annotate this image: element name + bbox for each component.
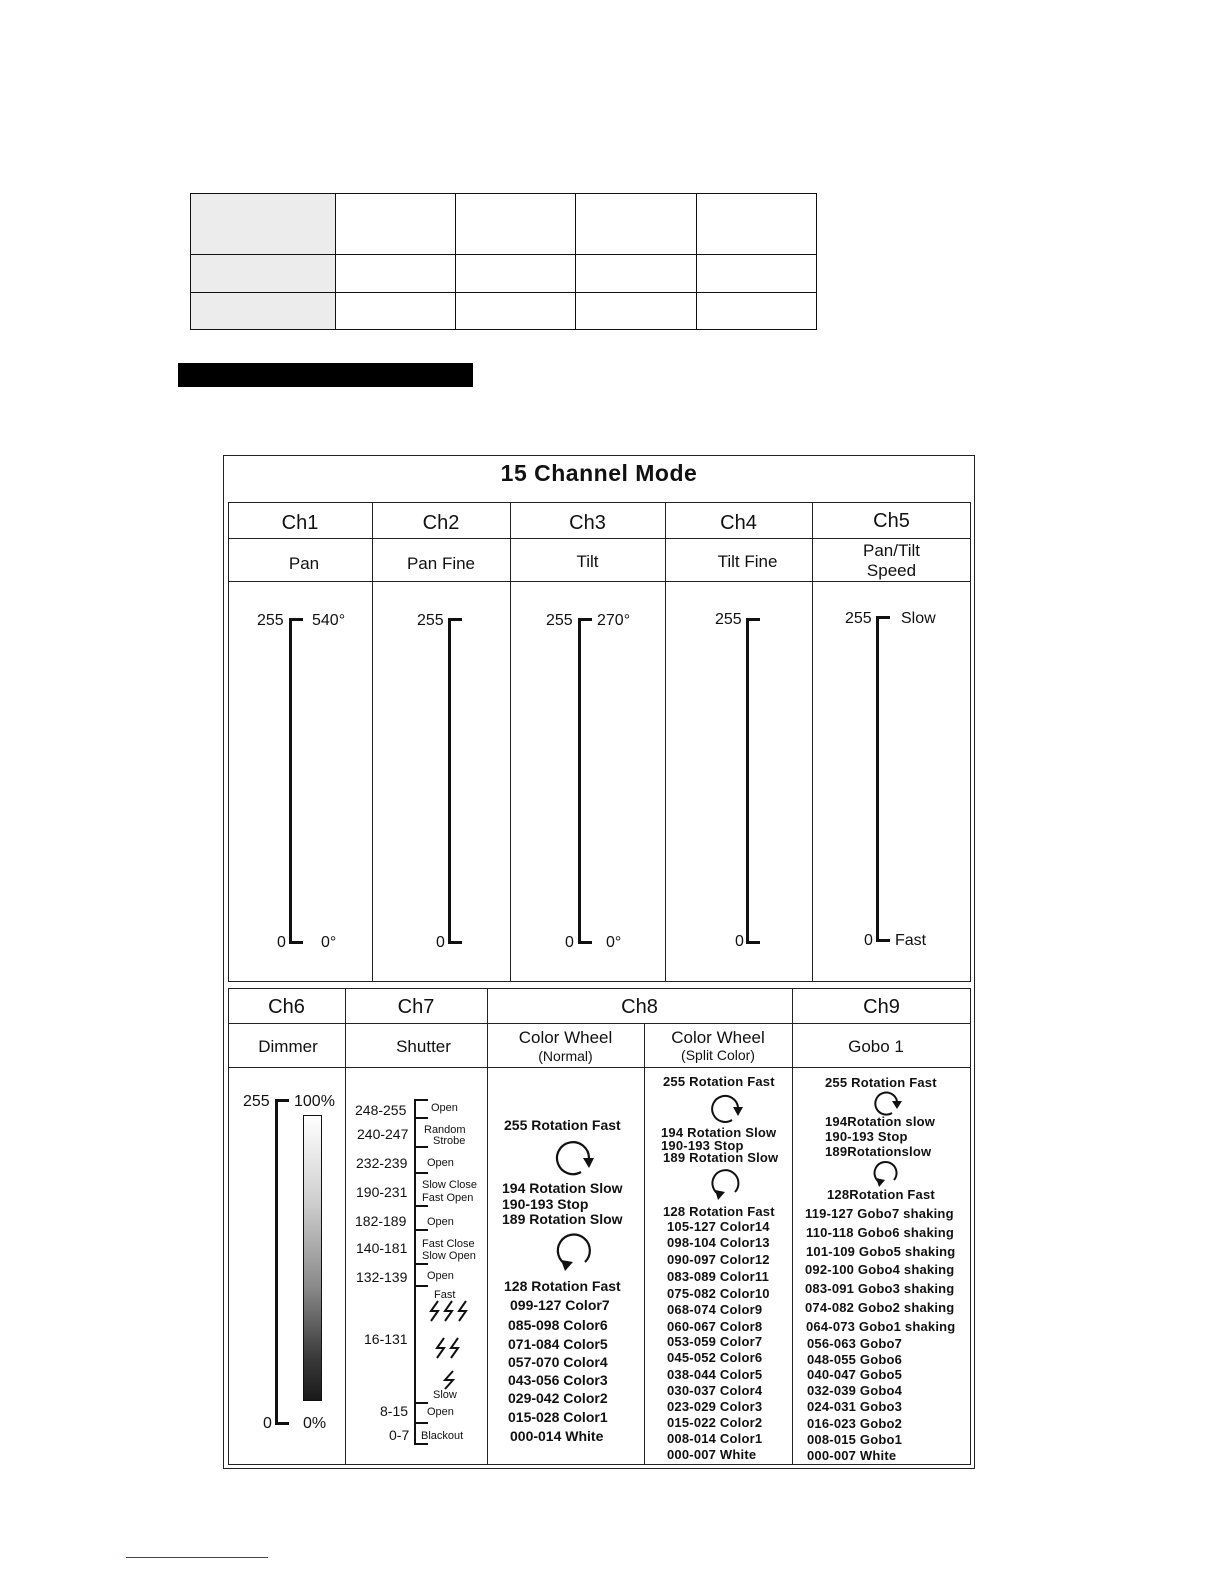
- ch6-function: Dimmer: [258, 1037, 318, 1056]
- divider: [345, 988, 346, 1465]
- table-cell: [191, 255, 336, 293]
- ch1-bottom-value: 0: [277, 934, 286, 951]
- ch7-label: Fast Open: [422, 1192, 474, 1204]
- scale-tick: [876, 939, 890, 942]
- ch9-gobo: 119-127 Gobo7 shaking: [805, 1206, 954, 1221]
- scale-tick: [414, 1146, 428, 1148]
- ch9-gobo: 074-082 Gobo2 shaking: [805, 1300, 955, 1315]
- table-cell: [697, 194, 817, 255]
- ch8-header: Ch8: [621, 996, 658, 1018]
- ch8-normal-rot-fast-128: 128 Rotation Fast: [504, 1278, 621, 1294]
- ch7-label: Open: [427, 1406, 454, 1418]
- ch9-rot-fast-128: 128Rotation Fast: [827, 1187, 935, 1202]
- table-cell: [456, 194, 576, 255]
- table-cell: [576, 255, 697, 293]
- ch2-scale-bar: [448, 618, 451, 944]
- table-cell: [191, 194, 336, 255]
- ch8-split-color: 038-044 Color5: [667, 1367, 763, 1382]
- table-cell: [576, 194, 697, 255]
- ch7-label: Slow Open: [422, 1250, 476, 1262]
- ch6-bottom-percent: 0%: [303, 1415, 327, 1432]
- ch7-label: Slow Close: [422, 1179, 478, 1191]
- scale-tick: [448, 941, 462, 944]
- ch9-gobo: 048-055 Gobo6: [807, 1352, 903, 1367]
- ch7-label: Slow: [433, 1389, 457, 1401]
- divider: [228, 538, 971, 539]
- ch6-bottom-value: 0: [263, 1415, 272, 1432]
- ch7-range: 132-139: [356, 1269, 408, 1285]
- ch8-split-color: 090-097 Color12: [667, 1252, 770, 1267]
- divider: [665, 502, 666, 982]
- ch8-split-color: 008-014 Color1: [667, 1431, 763, 1446]
- ch7-label: Fast: [434, 1289, 456, 1301]
- ch7-scale-bar: [414, 1099, 416, 1444]
- ch1-header: Ch1: [281, 512, 319, 534]
- table-cell: [697, 255, 817, 293]
- ch8-normal-function: [487, 1028, 644, 1065]
- ch8-split-color: 053-059 Color7: [667, 1334, 763, 1349]
- scale-tick: [414, 1402, 428, 1404]
- ch9-gobo: 056-063 Gobo7: [807, 1336, 903, 1351]
- ch7-label: Open: [427, 1216, 454, 1228]
- scale-tick: [876, 616, 890, 619]
- ch3-bottom-value: 0: [565, 934, 574, 951]
- ch5-bottom-label: Fast: [895, 932, 927, 949]
- divider: [510, 502, 511, 982]
- ch2-bottom-value: 0: [436, 934, 445, 951]
- scale-tick: [414, 1099, 428, 1101]
- ch8-split-color: 023-029 Color3: [667, 1399, 763, 1414]
- ch8-normal-color: 000-014 White: [510, 1428, 604, 1444]
- ch7-label: Blackout: [421, 1430, 464, 1442]
- ch8-normal-stop: 190-193 Stop: [502, 1196, 589, 1212]
- scale-tick: [275, 1099, 289, 1102]
- rotation-arrow-icon: [870, 1088, 904, 1116]
- scale-tick: [414, 1205, 428, 1207]
- rotation-arrow-icon: [708, 1167, 744, 1201]
- divider: [644, 1023, 645, 1465]
- ch9-gobo: 092-100 Gobo4 shaking: [805, 1262, 955, 1277]
- ch1-scale-bar: [289, 618, 292, 944]
- strobe-slow-icon: [441, 1370, 457, 1390]
- ch2-function: Pan Fine: [406, 554, 476, 573]
- table-cell: [336, 194, 456, 255]
- ch5-function-line2: Speed: [866, 561, 917, 580]
- scale-tick: [578, 941, 592, 944]
- ch9-rot-fast-255: 255 Rotation Fast: [825, 1075, 937, 1090]
- scale-tick: [414, 1422, 428, 1424]
- ch3-scale-bar: [578, 618, 581, 944]
- ch5-function: [812, 541, 971, 581]
- ch8-normal-fn-line1: Color Wheel: [518, 1028, 613, 1047]
- scale-tick: [414, 1172, 428, 1174]
- ch8-split-stop: 190-193 Stop: [661, 1138, 744, 1153]
- scale-tick: [289, 618, 303, 621]
- scale-tick: [578, 618, 592, 621]
- ch9-rot-slow2: 189Rotationslow: [825, 1144, 932, 1159]
- ch7-range: 0-7: [389, 1427, 410, 1443]
- ch8-split-color: 045-052 Color6: [667, 1350, 763, 1365]
- table-cell: [191, 293, 336, 330]
- ch5-top-label: Slow: [901, 610, 936, 627]
- ch8-split-color: 000-007 White: [667, 1447, 757, 1462]
- scale-tick: [448, 618, 462, 621]
- ch7-label: Open: [431, 1102, 458, 1114]
- scale-tick: [746, 618, 760, 621]
- ch8-split-rot-slow2: 189 Rotation Slow: [663, 1150, 779, 1165]
- ch8-normal-color: 029-042 Color2: [508, 1390, 608, 1406]
- table-cell: [697, 293, 817, 330]
- scale-tick: [414, 1263, 428, 1265]
- ch8-split-rot-fast-255: 255 Rotation Fast: [663, 1074, 775, 1089]
- ch8-split-rot-slow: 194 Rotation Slow: [661, 1125, 777, 1140]
- ch7-range: 16-131: [364, 1331, 408, 1347]
- table-cell: [336, 255, 456, 293]
- ch3-function: Tilt: [576, 552, 599, 571]
- scale-tick: [414, 1285, 428, 1287]
- ch9-gobo: 024-031 Gobo3: [807, 1399, 903, 1414]
- ch4-top-value: 255: [715, 611, 742, 628]
- ch8-normal-color: 057-070 Color4: [508, 1354, 608, 1370]
- ch9-gobo: 008-015 Gobo1: [807, 1432, 903, 1447]
- ch7-label: Fast Close: [422, 1238, 475, 1250]
- ch5-bottom-value: 0: [864, 932, 873, 949]
- ch3-top-value: 255: [546, 612, 573, 629]
- strobe-fast-icon: [428, 1300, 474, 1322]
- scale-tick: [414, 1117, 428, 1119]
- ch7-range: 8-15: [380, 1403, 409, 1419]
- ch8-split-color: 015-022 Color2: [667, 1415, 763, 1430]
- ch5-scale-bar: [876, 616, 879, 942]
- ch7-label: Open: [427, 1270, 454, 1282]
- ch7-range: 248-255: [355, 1102, 407, 1118]
- redacted-heading-bar: [178, 363, 473, 387]
- ch8-split-rot-fast-128: 128 Rotation Fast: [663, 1204, 775, 1219]
- strobe-medium-icon: [434, 1337, 468, 1359]
- scale-tick: [414, 1443, 428, 1445]
- scale-tick: [746, 941, 760, 944]
- ch3-header: Ch3: [569, 512, 606, 534]
- ch7-range: 232-239: [356, 1155, 408, 1171]
- ch8-normal-rot-slow: 194 Rotation Slow: [502, 1180, 623, 1196]
- diagram-title: 15 Channel Mode: [500, 460, 698, 486]
- ch8-split-color: 068-074 Color9: [667, 1302, 763, 1317]
- ch8-split-fn-line1: Color Wheel: [671, 1028, 765, 1047]
- ch8-split-color: 098-104 Color13: [667, 1235, 770, 1250]
- ch9-gobo: 064-073 Gobo1 shaking: [806, 1319, 956, 1334]
- table-cell: [456, 293, 576, 330]
- ch9-gobo: 110-118 Gobo6 shaking: [806, 1225, 954, 1240]
- ch8-normal-rot-slow2: 189 Rotation Slow: [502, 1211, 623, 1227]
- ch6-header: Ch6: [268, 996, 305, 1018]
- ch7-range: 140-181: [356, 1240, 408, 1256]
- divider: [792, 988, 793, 1465]
- ch8-split-color: 083-089 Color11: [667, 1269, 770, 1284]
- ch9-gobo: 040-047 Gobo5: [807, 1367, 903, 1382]
- rotation-arrow-icon: [870, 1158, 904, 1188]
- dimmer-gradient: [303, 1115, 322, 1401]
- ch9-gobo: 032-039 Gobo4: [807, 1383, 903, 1398]
- ch7-label: Open: [427, 1157, 454, 1169]
- ch5-function-line1: Pan/Tilt: [862, 541, 920, 560]
- ch1-top-angle: 540°: [312, 612, 346, 629]
- rotation-arrow-icon: [553, 1232, 595, 1272]
- ch1-bottom-angle: 0°: [321, 934, 337, 951]
- divider: [228, 1067, 971, 1068]
- ch8-split-color: 105-127 Color14: [667, 1219, 770, 1234]
- ch4-bottom-value: 0: [735, 933, 744, 950]
- ch9-gobo: 083-091 Gobo3 shaking: [805, 1281, 955, 1296]
- scale-tick: [289, 941, 303, 944]
- ch2-header: Ch2: [422, 512, 460, 534]
- ch7-range: 182-189: [355, 1213, 407, 1229]
- footer-link-underline: [126, 1557, 268, 1558]
- ch3-bottom-angle: 0°: [606, 934, 622, 951]
- ch9-stop: 190-193 Stop: [825, 1129, 908, 1144]
- ch8-split-color: 030-037 Color4: [667, 1383, 763, 1398]
- ch6-scale-bar: [275, 1099, 278, 1425]
- ch8-normal-color: 085-098 Color6: [508, 1317, 608, 1333]
- ch9-rot-slow: 194Rotation slow: [825, 1114, 936, 1129]
- rotation-arrow-icon: [553, 1138, 595, 1176]
- ch8-normal-color: 015-028 Color1: [508, 1409, 608, 1425]
- ch4-header: Ch4: [720, 512, 757, 534]
- ch3-top-angle: 270°: [597, 612, 631, 629]
- ch7-range: 240-247: [357, 1126, 409, 1142]
- ch6-top-value: 255: [243, 1093, 270, 1110]
- ch5-top-value: 255: [845, 610, 872, 627]
- ch8-split-color: 075-082 Color10: [667, 1286, 770, 1301]
- ch9-header: Ch9: [863, 996, 900, 1018]
- ch4-function: Tilt Fine: [717, 552, 778, 571]
- ch1-top-value: 255: [257, 612, 284, 629]
- ch4-scale-bar: [746, 618, 749, 944]
- ch1-function: Pan: [288, 554, 320, 573]
- rotation-arrow-icon: [708, 1091, 744, 1123]
- ch8-normal-color: 043-056 Color3: [508, 1372, 608, 1388]
- scale-tick: [275, 1422, 289, 1425]
- ch9-gobo: 000-007 White: [807, 1448, 897, 1463]
- ch9-gobo: 016-023 Gobo2: [807, 1416, 903, 1431]
- ch5-header: Ch5: [873, 510, 910, 532]
- table-cell: [576, 293, 697, 330]
- ch2-top-value: 255: [417, 612, 444, 629]
- ch8-normal-fn-line2: (Normal): [538, 1048, 593, 1064]
- ch6-top-percent: 100%: [294, 1093, 335, 1110]
- ch9-function: Gobo 1: [848, 1037, 904, 1056]
- ch8-split-function: [644, 1028, 792, 1063]
- ch8-normal-color: 071-084 Color5: [508, 1336, 608, 1352]
- ch8-split-fn-line2: (Split Color): [681, 1047, 755, 1063]
- ch7-range: 190-231: [356, 1184, 408, 1200]
- divider: [228, 581, 971, 582]
- blank-table: [190, 193, 817, 330]
- scale-tick: [414, 1229, 428, 1231]
- table-cell: [456, 255, 576, 293]
- ch7-label: Strobe: [433, 1135, 466, 1147]
- ch9-gobo: 101-109 Gobo5 shaking: [806, 1244, 956, 1259]
- ch7-header: Ch7: [397, 996, 435, 1018]
- ch7-function: Shutter: [396, 1037, 451, 1056]
- ch8-split-color: 060-067 Color8: [667, 1319, 763, 1334]
- divider: [372, 502, 373, 982]
- ch7-label: Random: [424, 1124, 466, 1136]
- divider: [228, 1023, 971, 1024]
- ch8-normal-color: 099-127 Color7: [510, 1297, 610, 1313]
- ch8-normal-rot-fast-255: 255 Rotation Fast: [504, 1117, 621, 1133]
- table-cell: [336, 293, 456, 330]
